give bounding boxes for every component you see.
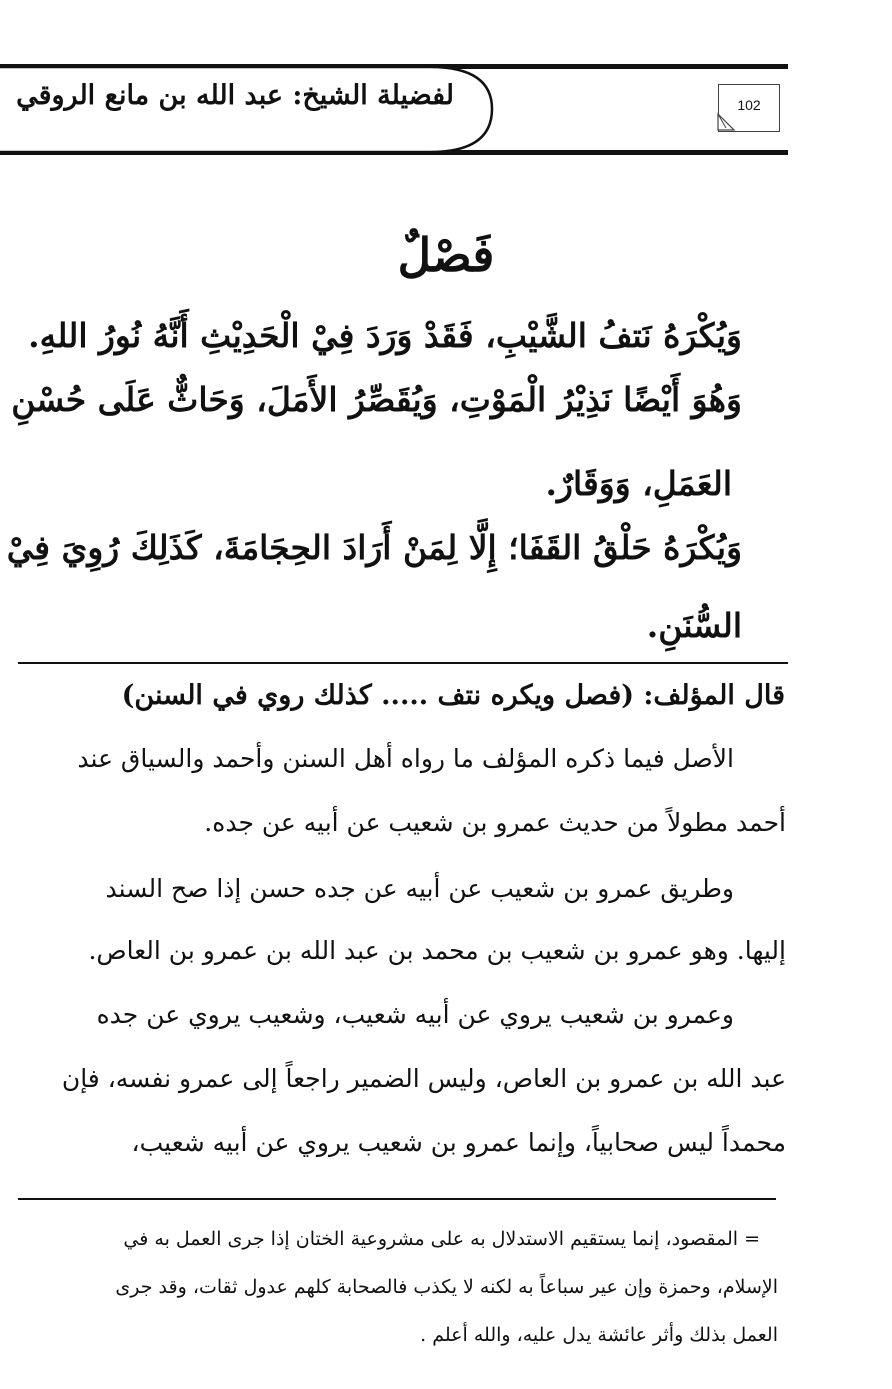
footnote-line-1: = المقصود، إنما يستقيم الاستدلال به على مشروعية الختان إذا جرى العمل به في	[123, 1228, 760, 1250]
commentary-line-5: وعمرو بن شعيب يروي عن أبيه شعيب، وشعيب يروي عن جده	[96, 1000, 734, 1029]
commentary-line-7: محمداً ليس صحابياً، وإنما عمرو بن شعيب يروي عن أبيه شعيب،	[131, 1128, 786, 1157]
matn-line-1: وَيُكْرَهُ نَتفُ الشَّيْبِ، فَقَدْ وَرَدَ فِيْ الْحَدِيْثِ أَنَّهُ نُورُ اللهِ.	[28, 316, 742, 355]
footnote-divider	[18, 1198, 776, 1200]
matn-line-5: السُّنَنِ.	[646, 606, 742, 645]
section-title: فَصْلٌ	[397, 228, 495, 282]
commentary-line-3: وطريق عمرو بن شعيب عن أبيه عن جده حسن إذا صح السند	[105, 874, 734, 903]
page-number: 102	[737, 97, 761, 113]
section-divider	[18, 662, 788, 664]
commentary-line-6: عبد الله بن عمرو بن العاص، وليس الضمير راجعاً إلى عمرو نفسه، فإن	[61, 1064, 786, 1093]
matn-line-2: وَهُوَ أَيْضًا نَذِيْرُ الْمَوْتِ، وَيُقَصِّرُ الأَمَلَ، وَحَاثٌّ عَلَى حُسْنِ	[11, 380, 742, 419]
commentary-line-1: الأصل فيما ذكره المؤلف ما رواه أهل السنن وأحمد والسياق عند	[77, 744, 734, 773]
commentary-heading: قال المؤلف: (فصل ويكره نتف ..... كذلك روي في السنن)	[121, 680, 785, 711]
header-title: لفضيلة الشيخ: عبد الله بن مانع الروقي	[16, 80, 454, 111]
commentary-line-4: إليها. وهو عمرو بن شعيب بن محمد بن عبد الله بن عمرو بن العاص.	[88, 936, 786, 965]
commentary-line-2: أحمد مطولاً من حديث عمرو بن شعيب عن أبيه عن جده.	[204, 808, 786, 837]
page-curl-icon	[716, 112, 738, 132]
matn-line-3: العَمَلِ، وَوَقَارٌ.	[545, 464, 732, 503]
footnote-line-3: العمل بذلك وأثر عائشة يدل عليه، والله أعلم .	[420, 1324, 778, 1346]
footnote-line-2: الإسلام، وحمزة وإن عير سباعاً به لكنه لا يكذب فالصحابة كلهم عدول ثقات، وقد جرى	[115, 1276, 778, 1298]
matn-line-4: وَيُكْرَهُ حَلْقُ القَفَا؛ إِلَّا لِمَنْ أَرَادَ الحِجَامَةَ، كَذَلِكَ رُوِيَ فِيْ	[6, 528, 742, 567]
